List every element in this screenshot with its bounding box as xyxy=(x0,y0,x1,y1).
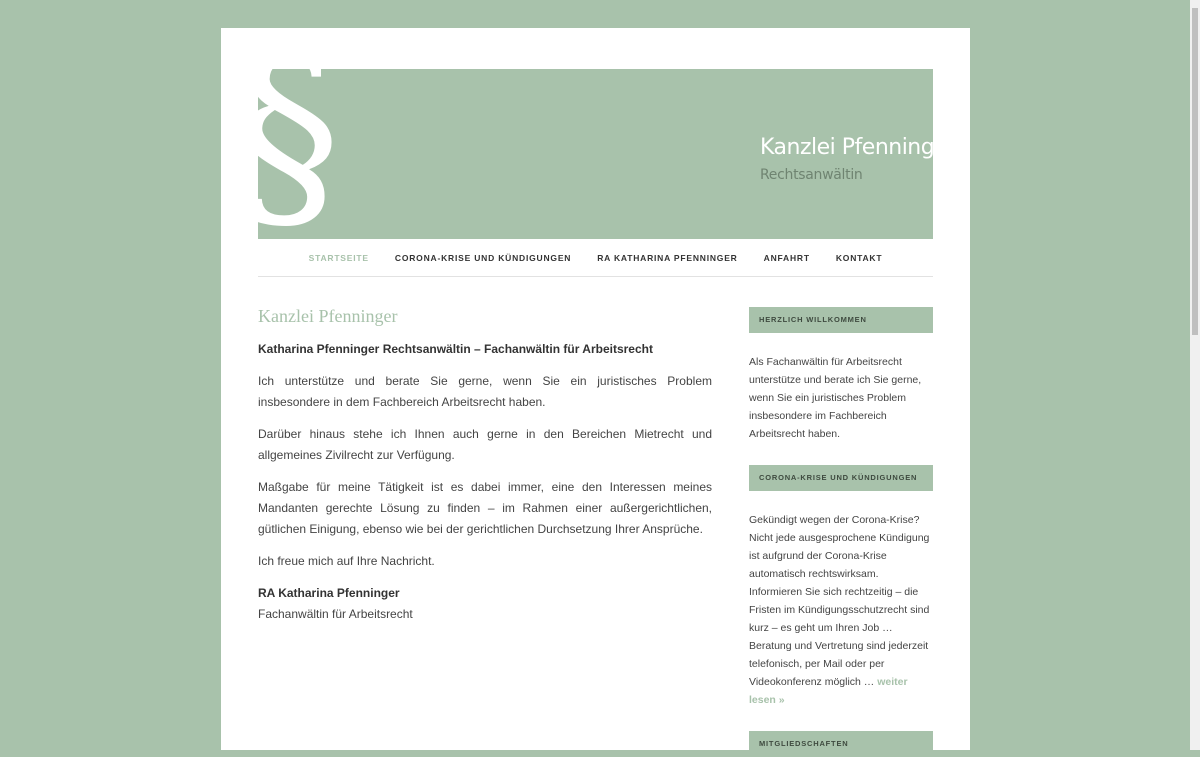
signature-name: RA Katharina Pfenninger xyxy=(258,586,400,600)
scrollbar[interactable] xyxy=(1190,0,1200,750)
widget-title-memberships: MITGLIEDSCHAFTEN xyxy=(749,731,933,757)
paragraph: Ich unterstütze und berate Sie gerne, wenn Sie ein juristisches Problem insbesondere in dem Fachbereich Arbeitsrecht haben. xyxy=(258,374,712,409)
page-title: Kanzlei Pfenninger xyxy=(258,306,398,326)
widget-text-welcome: Als Fachanwältin für Arbeitsrecht unterstütze und berate ich Sie gerne, wenn Sie ein juristisches Problem insbesondere im Fachbereich Arbeitsrecht haben. xyxy=(749,356,922,440)
nav-corona[interactable]: CORONA-KRISE UND KÜNDIGUNGEN xyxy=(394,252,572,263)
nav-ra-katharina[interactable]: RA KATHARINA PFENNINGER xyxy=(597,252,738,263)
scrollbar-thumb[interactable] xyxy=(1192,8,1198,335)
site-description: Rechtsanwältin xyxy=(760,167,863,183)
paragraph: Darüber hinaus stehe ich Ihnen auch gerne in den Bereichen Mietrecht und allgemeines Zivilrecht zur Verfügung. xyxy=(258,427,712,462)
widget-title-corona: CORONA-KRISE UND KÜNDIGUNGEN xyxy=(749,465,933,491)
paragraph: Maßgabe für meine Tätigkeit ist es dabei immer, eine den Interessen meines Mandanten gerechte Lösung zu finden – im Rahmen einer außergerichtlichen, gütlichen Einigung, ebenso wie bei der gerichtlichen Durchsetzung Ihrer Ansprüche. xyxy=(258,480,712,536)
paragraph: Ich freue mich auf Ihre Nachricht. xyxy=(258,554,435,568)
nav-startseite[interactable]: STARTSEITE xyxy=(308,252,369,263)
paragraph-logo-icon: § xyxy=(236,11,341,256)
subtitle: Katharina Pfenninger Rechtsanwältin – Fachanwältin für Arbeitsrecht xyxy=(258,342,653,356)
page xyxy=(221,11,970,750)
widget-title-welcome: HERZLICH WILLKOMMEN xyxy=(749,307,933,333)
signature-title: Fachanwältin für Arbeitsrecht xyxy=(258,607,413,621)
sidebar xyxy=(749,307,933,757)
main-nav xyxy=(258,239,933,277)
nav-kontakt[interactable]: KONTAKT xyxy=(835,252,883,263)
site-title[interactable]: Kanzlei Pfenninger xyxy=(760,135,956,160)
nav-anfahrt[interactable]: ANFAHRT xyxy=(763,252,810,263)
header-banner[interactable] xyxy=(236,11,956,256)
main-content xyxy=(258,306,712,636)
read-more-link[interactable]: weiter lesen » xyxy=(749,676,908,706)
widget-text-corona: Gekündigt wegen der Corona-Krise? Nicht jede ausgesprochene Kündigung ist aufgrund der Corona-Krise automatisch rechtswirksam. Informieren Sie sich rechtzeitig – die Fristen im Kündigungsschutzrecht sind kurz – es geht um Ihren Job … Beratung und Vertretung sind jederzeit telefonisch, per Mail oder per Videokonferenz möglich … xyxy=(749,514,930,688)
